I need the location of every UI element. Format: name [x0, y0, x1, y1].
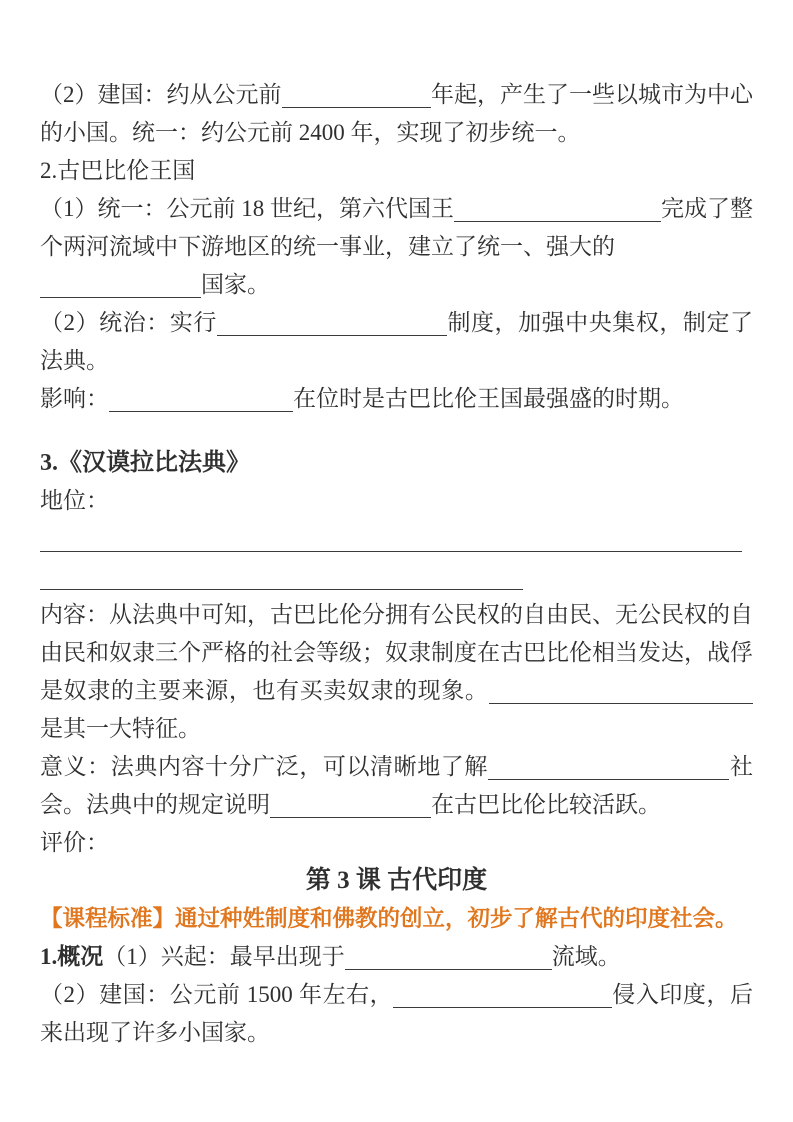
fill-in-blank — [393, 982, 612, 1008]
text-segment: 【课程标准】通过种姓制度和佛教的创立，初步了解古代的印度社会。 — [40, 906, 738, 931]
text-segment: 侵入印度，后来出现了许多小国家。 — [40, 982, 754, 1045]
fill-in-blank — [40, 272, 201, 298]
fill-in-blank — [217, 310, 447, 336]
para-status-label — [40, 482, 753, 520]
fill-in-blank — [270, 792, 431, 818]
heading-hammurabi-code — [40, 444, 753, 482]
para-code-significance — [40, 748, 753, 824]
rule-line-2 — [40, 558, 753, 596]
text-segment-bold: 1.概况 — [40, 944, 104, 969]
fill-in-blank — [489, 678, 754, 704]
course-standard — [40, 900, 753, 938]
para-unification — [40, 190, 753, 266]
text-segment: 社会。法典中的规定说明 — [40, 754, 754, 817]
text-segment: 内容：从法典中可知，古巴比伦分拥有公民权的自由民、无公民权的自由民和奴隶三个严格的社会等级；奴隶制度在古巴比伦相当发达，战俘是奴隶的主要来源，也有买卖奴隶的现象。 — [40, 602, 753, 703]
text-segment: 地位： — [40, 488, 109, 513]
text-segment: （2）建国：约从公元前 — [40, 82, 282, 107]
fill-in-blank — [109, 386, 293, 412]
para-evaluation-label — [40, 824, 753, 862]
fill-in-blank — [40, 564, 523, 590]
text-segment: 意义：法典内容十分广泛，可以清晰地了解 — [40, 754, 488, 779]
blank-line — [40, 418, 753, 444]
lesson-title — [40, 862, 753, 900]
text-segment: 2.古巴比伦王国 — [40, 158, 196, 183]
para-india-overview — [40, 938, 753, 976]
heading-babylon-kingdom — [40, 152, 753, 190]
text-segment: 国家。 — [201, 272, 270, 297]
text-segment: 完成了整个两河流域中下游地区的统一事业，建立了统一、强大的 — [40, 196, 753, 259]
fill-in-blank — [345, 944, 552, 970]
para-governance — [40, 304, 753, 380]
fill-in-blank — [282, 82, 432, 108]
rule-line-1 — [40, 520, 753, 558]
fill-in-blank — [488, 754, 730, 780]
para-influence — [40, 380, 753, 418]
text-segment: 制度，加强中央集权，制定了法典。 — [40, 310, 754, 373]
para-unified-country-blank — [40, 266, 753, 304]
text-segment: 3.《汉谟拉比法典》 — [40, 450, 250, 476]
text-segment: 年起，产生了一些以城市为中心的小国。统一：约公元前 2400 年，实现了初步统一。 — [40, 82, 753, 145]
text-segment: （1）统一：公元前 18 世纪，第六代国王 — [40, 196, 454, 221]
text-segment: 是其一大特征。 — [40, 716, 201, 741]
para-code-content — [40, 596, 753, 748]
text-segment: 在古巴比伦比较活跃。 — [431, 792, 661, 817]
fill-in-blank — [454, 196, 661, 222]
text-segment: 影响： — [40, 386, 109, 411]
text-segment: （1）兴起：最早出现于 — [103, 944, 345, 969]
text-segment: 第 3 课 古代印度 — [305, 867, 488, 894]
text-segment: 在位时是古巴比伦王国最强盛的时期。 — [293, 386, 684, 411]
fill-in-blank — [40, 526, 742, 552]
para-city-states-founding — [40, 76, 753, 152]
text-segment: 流域。 — [551, 944, 621, 969]
text-segment: 评价： — [40, 830, 109, 855]
text-segment: （2）统治：实行 — [40, 310, 217, 335]
text-segment: （2）建国：公元前 1500 年左右， — [40, 982, 394, 1007]
para-india-founding — [40, 976, 753, 1052]
